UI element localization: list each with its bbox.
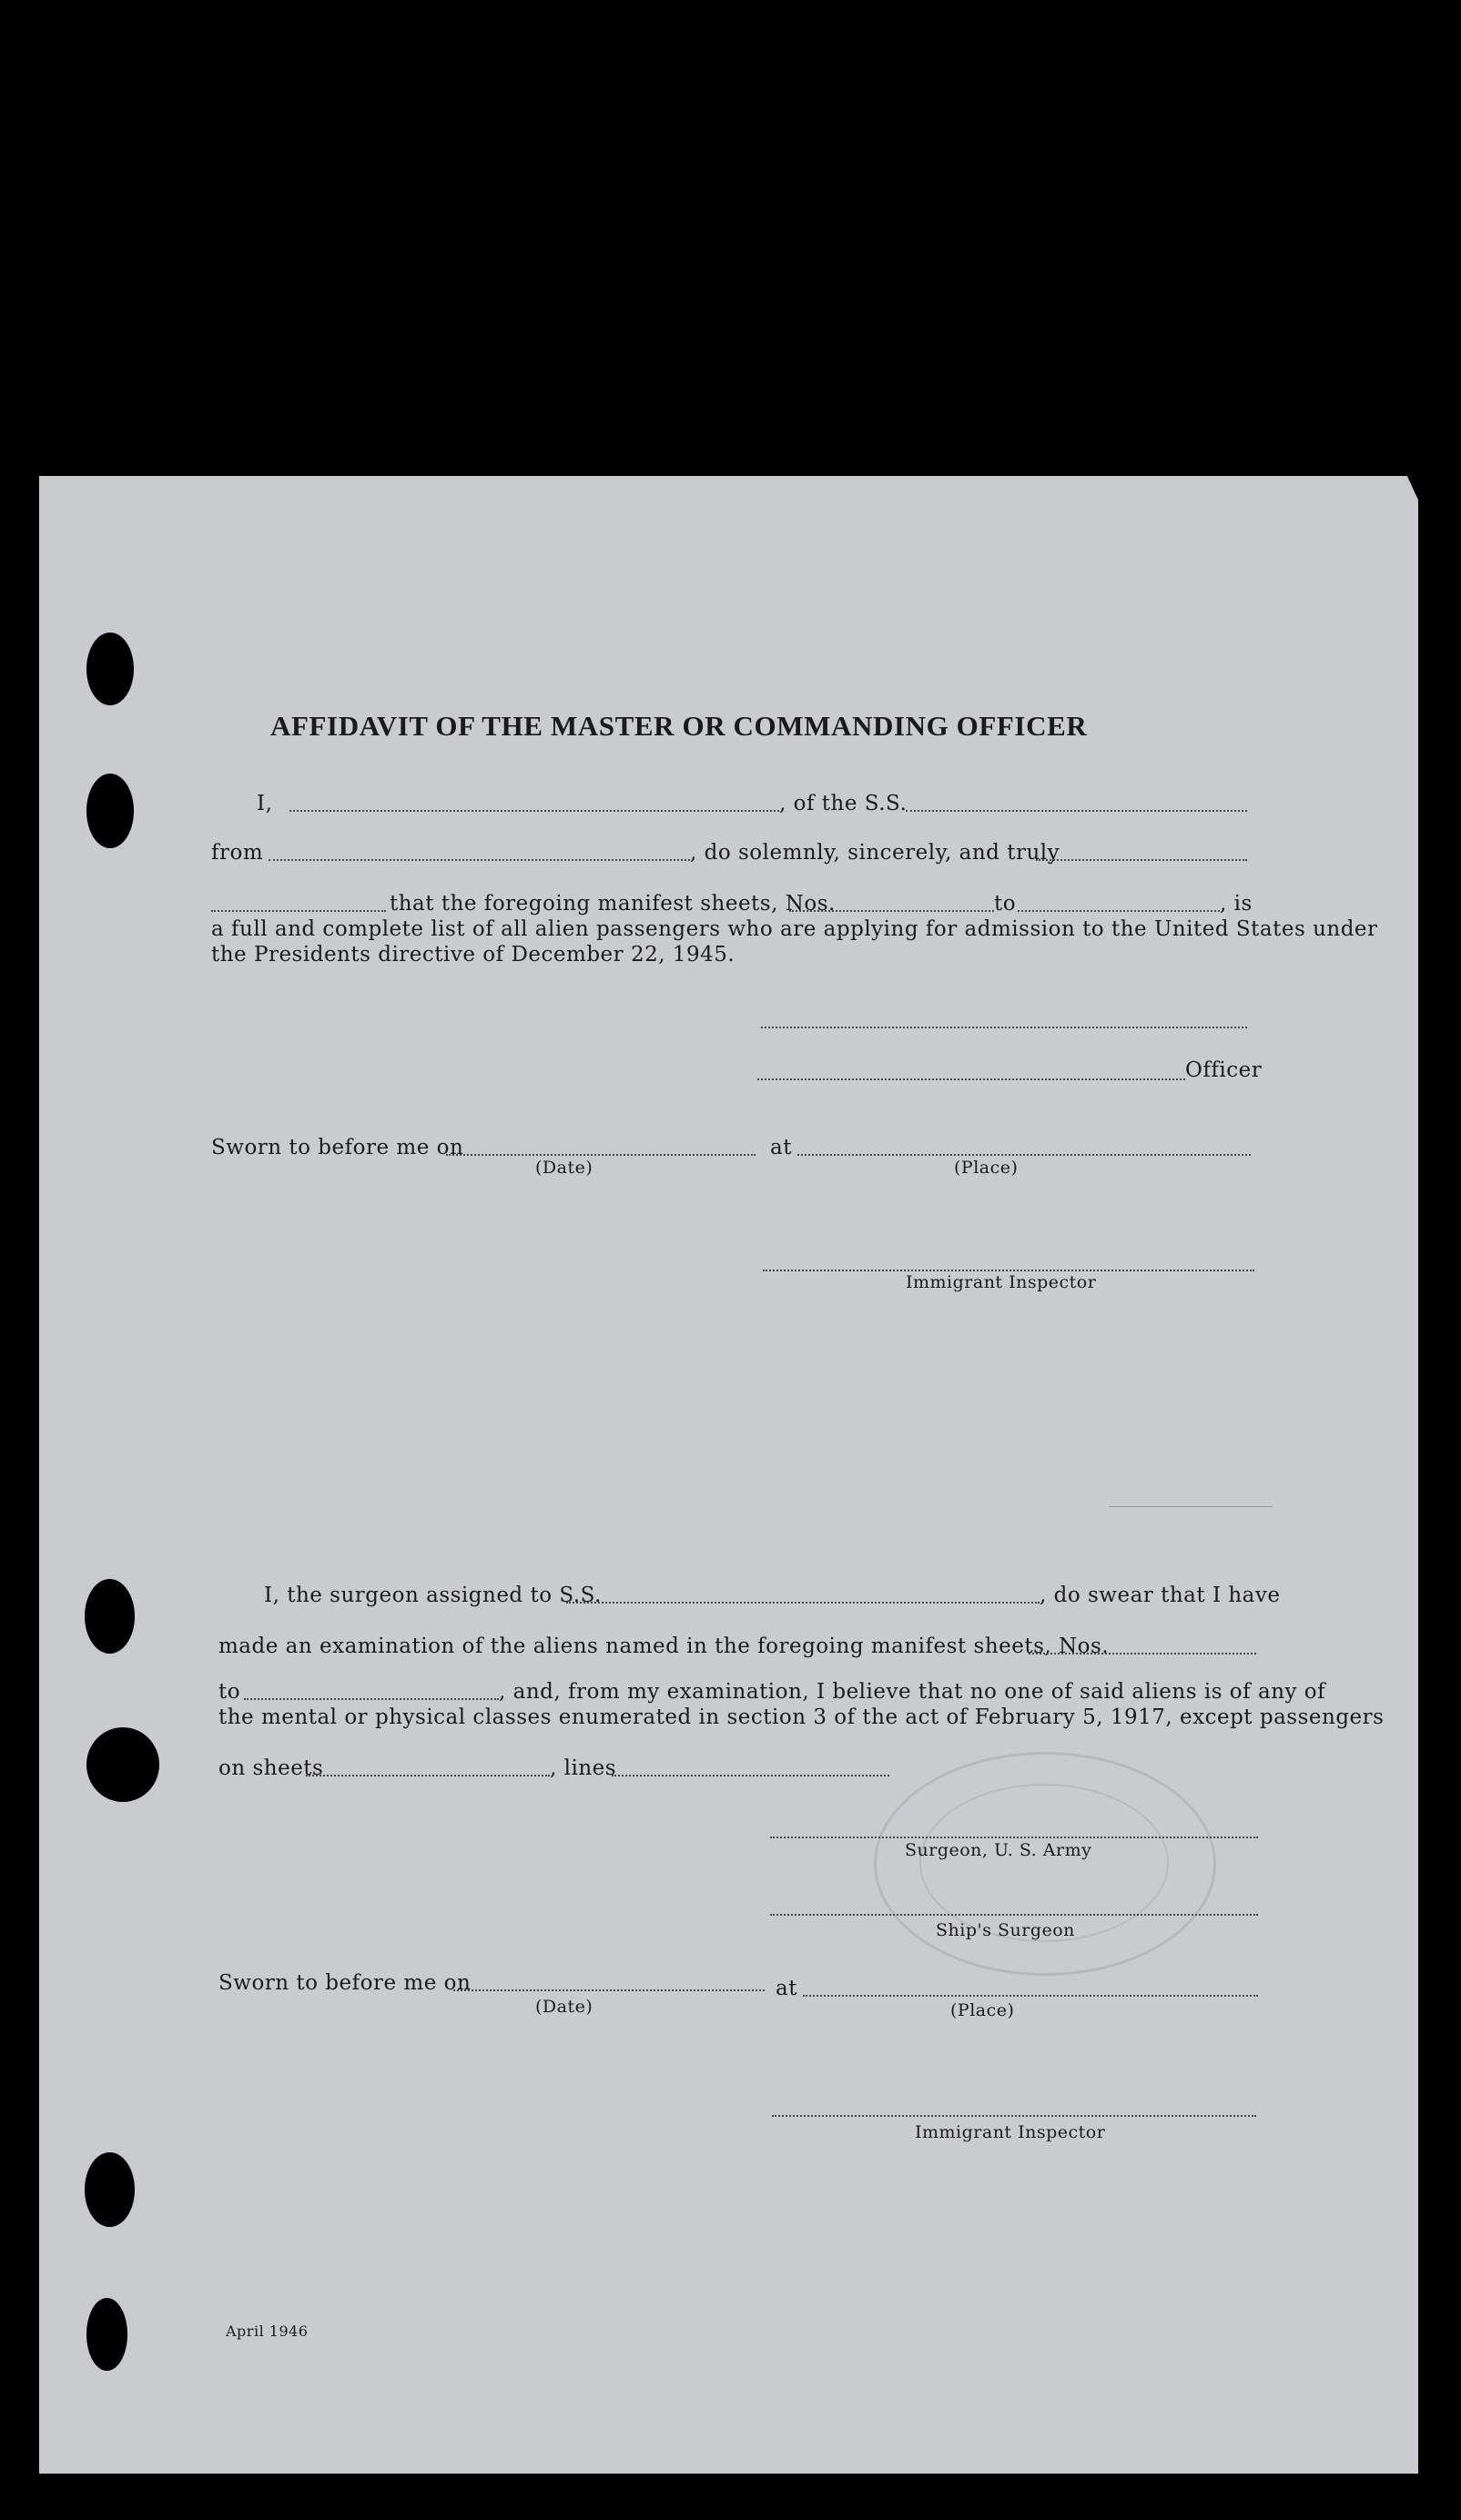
master-sworn-place-field[interactable] <box>797 1154 1251 1156</box>
master-inspector-signature-line[interactable] <box>763 1270 1254 1271</box>
master-sworn-date-field[interactable] <box>446 1154 756 1156</box>
punch-hole <box>85 2152 135 2227</box>
master-sworn-label: Sworn to before me on <box>211 1136 464 1159</box>
master-line1-prefix: I, <box>257 792 273 815</box>
punch-hole <box>86 1727 159 1802</box>
officer-label: Officer <box>1185 1058 1263 1082</box>
faded-stamp-inner <box>919 1784 1169 1942</box>
surgeon-except-sheets-field[interactable] <box>306 1775 550 1776</box>
master-place-caption: (Place) <box>954 1158 1019 1178</box>
master-line3-is: , is <box>1220 892 1253 916</box>
surgeon-line3-to: to <box>218 1680 241 1704</box>
master-ship-field[interactable] <box>906 810 1247 812</box>
surgeon-line4: the mental or physical classes enumerated in section 3 of the act of February 5, 1917, except passengers <box>218 1705 1385 1729</box>
surgeon-inspector-signature-line[interactable] <box>772 2115 1256 2117</box>
master-line2-solemnly: , do solemnly, sincerely, and truly <box>690 841 1060 865</box>
ships-surgeon-signature-line[interactable] <box>770 1914 1258 1916</box>
master-inspector-caption: Immigrant Inspector <box>906 1272 1097 1292</box>
surgeon-line5-sheets: on sheets <box>218 1756 324 1780</box>
form-date: April 1946 <box>226 2323 309 2340</box>
document-page <box>39 476 1418 2474</box>
army-surgeon-caption: Surgeon, U. S. Army <box>905 1840 1092 1860</box>
punch-hole <box>86 633 134 705</box>
punch-hole <box>85 1579 135 1654</box>
army-surgeon-signature-line[interactable] <box>770 1837 1258 1838</box>
ships-surgeon-caption: Ship's Surgeon <box>936 1920 1075 1940</box>
master-truly-field[interactable] <box>1036 859 1247 861</box>
surgeon-line2: made an examination of the aliens named in the foregoing manifest sheets, Nos. <box>218 1634 1110 1658</box>
master-line4: a full and complete list of all alien passengers who are applying for admission to the United States under <box>211 917 1378 941</box>
master-at-label: at <box>770 1136 792 1159</box>
faint-mark <box>1109 1506 1273 1507</box>
surgeon-sworn-place-field[interactable] <box>803 1995 1258 1997</box>
surgeon-line1-prefix: I, the surgeon assigned to S.S. <box>264 1584 602 1607</box>
master-line3-to: to <box>994 892 1017 916</box>
officer-signature-line[interactable] <box>761 1027 1247 1028</box>
surgeon-sheets-to-field[interactable] <box>244 1698 499 1700</box>
surgeon-line5-lines: , lines <box>550 1756 617 1780</box>
punch-hole <box>86 774 134 848</box>
surgeon-ship-field[interactable] <box>566 1602 1040 1604</box>
page-title: AFFIDAVIT OF THE MASTER OR COMMANDING OFFICER <box>270 710 1088 742</box>
master-line3-sheets: that the foregoing manifest sheets, Nos. <box>390 892 836 916</box>
master-date-caption: (Date) <box>535 1158 594 1178</box>
master-oath-field[interactable] <box>211 910 386 912</box>
surgeon-place-caption: (Place) <box>950 2000 1015 2020</box>
officer-title-line[interactable] <box>757 1078 1185 1080</box>
surgeon-sworn-label: Sworn to before me on <box>218 1971 472 1995</box>
surgeon-line1-swear: , do swear that I have <box>1040 1584 1281 1607</box>
punch-hole <box>86 2298 127 2371</box>
surgeon-sheets-from-field[interactable] <box>1029 1653 1256 1655</box>
surgeon-date-caption: (Date) <box>535 1997 594 2017</box>
surgeon-except-lines-field[interactable] <box>612 1775 889 1776</box>
master-line2-from: from <box>211 841 264 865</box>
master-name-field[interactable] <box>289 810 779 812</box>
surgeon-at-label: at <box>776 1977 797 2000</box>
master-line5: the Presidents directive of December 22, 1945. <box>211 943 736 967</box>
master-from-field[interactable] <box>269 859 690 861</box>
surgeon-inspector-caption: Immigrant Inspector <box>915 2122 1106 2142</box>
surgeon-sworn-date-field[interactable] <box>453 1989 765 1991</box>
surgeon-line3-rest: , and, from my examination, I believe that no one of said aliens is of any of <box>499 1680 1326 1704</box>
master-sheets-from-field[interactable] <box>789 910 994 912</box>
master-line1-ss: , of the S.S. <box>779 792 908 815</box>
master-sheets-to-field[interactable] <box>1018 910 1220 912</box>
